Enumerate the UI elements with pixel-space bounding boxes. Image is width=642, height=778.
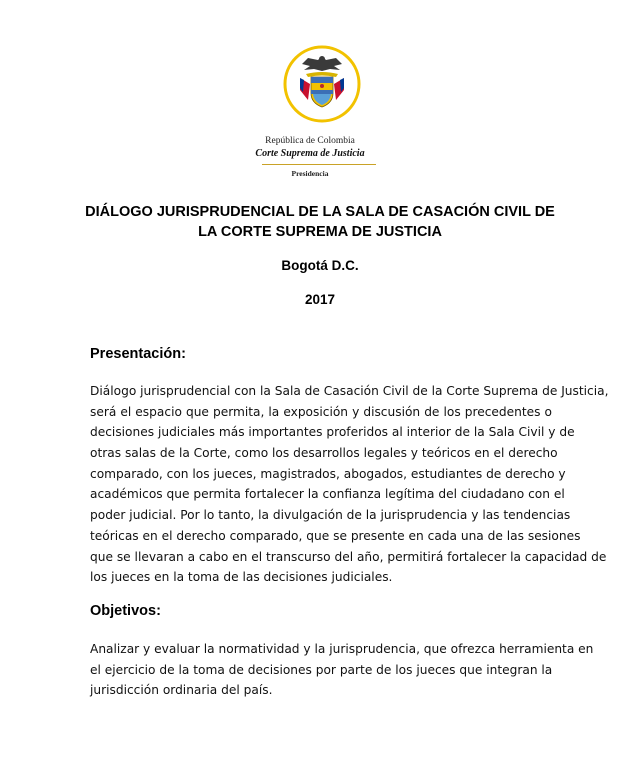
paragraph-line: otras salas de la Corte, como los desarrollos legales y teóricos en el derecho (90, 446, 558, 461)
paragraph-line: será el espacio que permita, la exposición y discusión de los precedentes o (90, 404, 552, 419)
presentacion-paragraph (90, 381, 609, 588)
title-line-1: DIÁLOGO JURISPRUDENCIAL DE LA SALA DE CASACIÓN CIVIL DE (85, 204, 555, 220)
paragraph-line: el ejercicio de la toma de decisiones por parte de los jueces que integran la (90, 662, 553, 677)
objetivos-paragraph (90, 639, 594, 701)
document-year: 2017 (304, 292, 336, 307)
document-title (60, 202, 580, 242)
document-city: Bogotá D.C. (281, 258, 359, 273)
paragraph-line: comparado, con los jueces, magistrados, abogados, estudiantes de derecho y (90, 466, 566, 481)
paragraph-line: jurisdicción ordinaria del país. (90, 683, 273, 698)
paragraph-line: Analizar y evaluar la normatividad y la jurisprudencia, que ofrezca herramienta en (90, 642, 594, 656)
paragraph-line: decisiones judiciales más importantes proferidos al interior de la Sala Civil y de (90, 425, 575, 440)
letterhead-office: Presidencia (291, 169, 329, 178)
paragraph-line: los jueces en la toma de las decisiones judiciales. (90, 570, 393, 585)
letterhead-country: República de Colombia (265, 136, 355, 146)
paragraph-line: teóricas en el derecho comparado, que se presente en cada una de las sesiones (90, 528, 581, 543)
letterhead-institution: Corte Suprema de Justicia (255, 148, 365, 159)
paragraph-line: Diálogo jurisprudencial con la Sala de Casación Civil de la Corte Suprema de Justicia, (90, 384, 609, 398)
paragraph-line: poder judicial. Por lo tanto, la divulgación de la jurisprudencia y las tendencias (90, 508, 571, 523)
title-line-2: LA CORTE SUPREMA DE JUSTICIA (198, 224, 442, 240)
presentacion-heading: Presentación: (90, 346, 186, 362)
colombia-coat-of-arms-icon (282, 44, 362, 124)
paragraph-line: académicos que permita fortalecer la confianza legítima del ciudadano con el (90, 487, 565, 502)
paragraph-line: que se llevaran a cabo en el transcurso del año, permitirá fortalecer la capacidad de (90, 549, 607, 564)
letterhead-divider (262, 164, 376, 165)
objetivos-heading: Objetivos: (90, 603, 161, 619)
